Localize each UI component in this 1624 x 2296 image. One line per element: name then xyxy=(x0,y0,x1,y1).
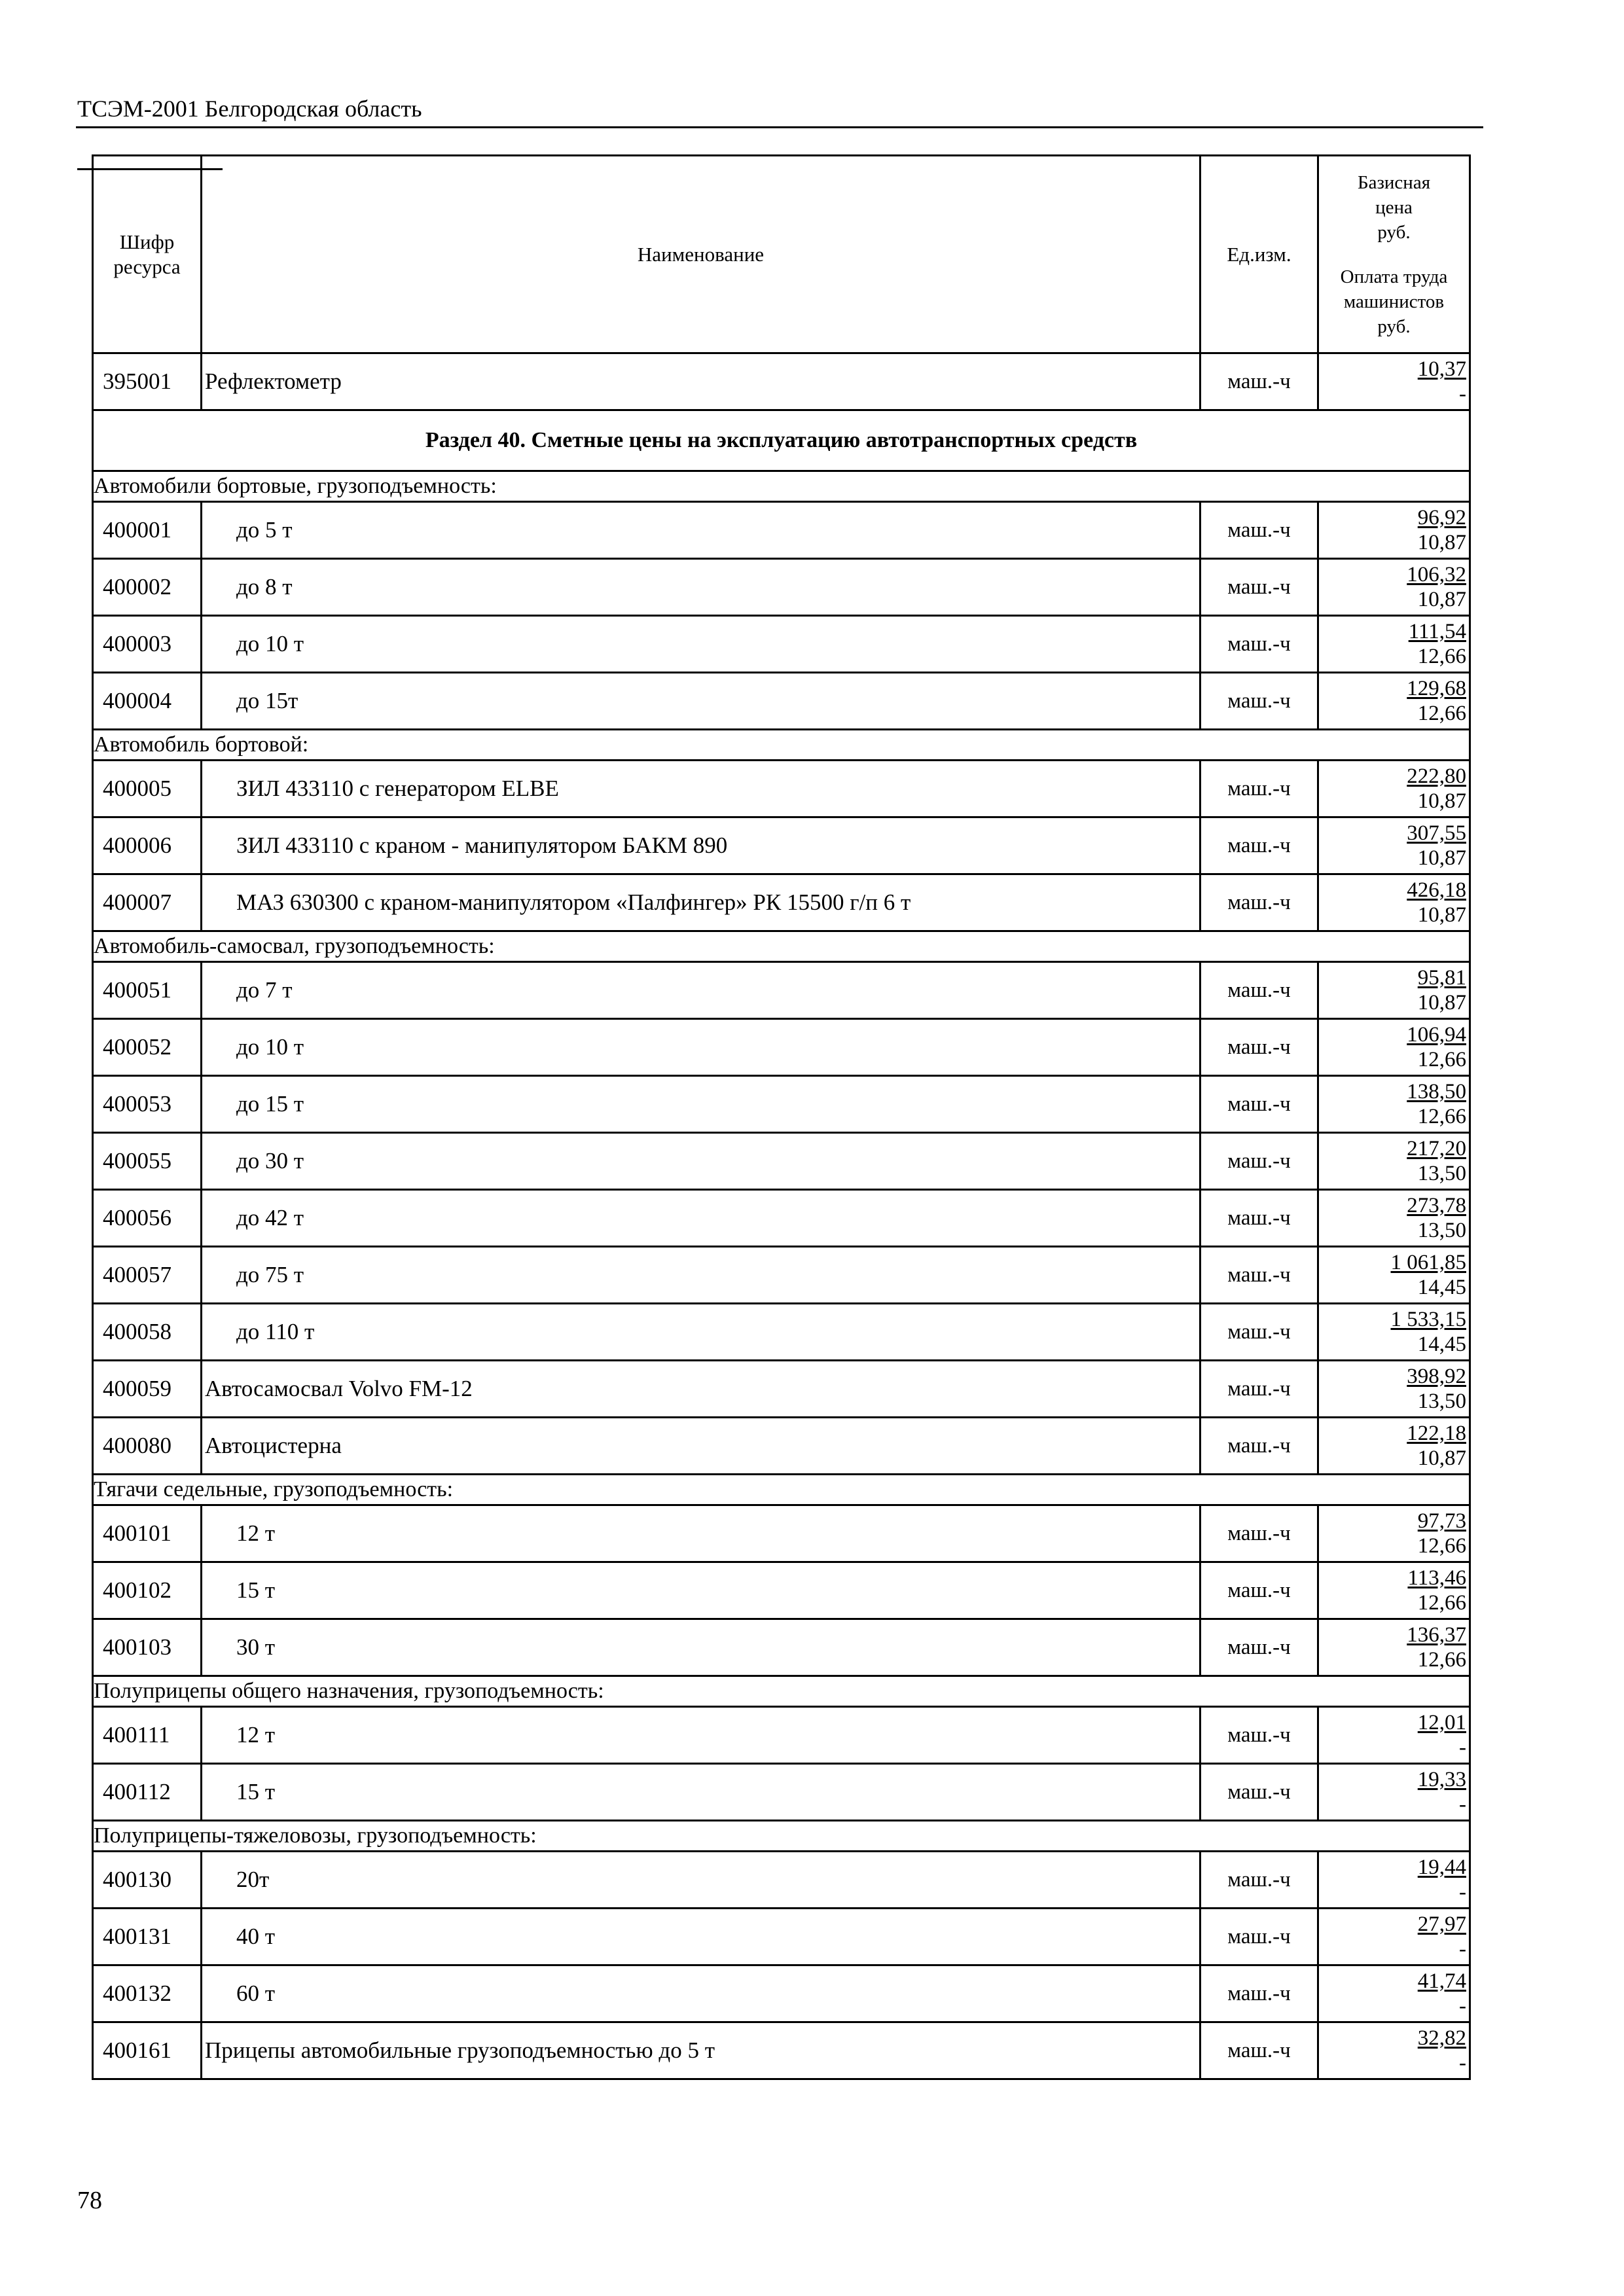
base-price: 111,54 xyxy=(1408,620,1466,643)
resource-name: до 110 т xyxy=(202,1304,1200,1361)
base-price: 10,37 xyxy=(1417,357,1466,381)
resource-code: 400002 xyxy=(93,559,202,616)
table-row xyxy=(93,1707,1470,1764)
unit-of-measure: маш.-ч xyxy=(1200,1247,1318,1304)
operator-labor-cost: - xyxy=(1459,1937,1466,1961)
unit-of-measure: маш.-ч xyxy=(1200,673,1318,730)
resource-code: 400005 xyxy=(93,761,202,817)
operator-labor-cost: 13,50 xyxy=(1417,1390,1466,1413)
resource-name: ЗИЛ 433110 с генератором ELBE xyxy=(202,761,1200,817)
resource-name: МАЗ 630300 с краном-манипулятором «Палфингер» РК 15500 г/п 6 т xyxy=(202,874,1200,931)
unit-of-measure: маш.-ч xyxy=(1200,616,1318,673)
table-row xyxy=(93,1019,1470,1076)
unit-of-measure: маш.-ч xyxy=(1200,1361,1318,1418)
header-rule xyxy=(76,126,1483,128)
operator-labor-cost: - xyxy=(1459,382,1466,406)
unit-of-measure: маш.-ч xyxy=(1200,502,1318,559)
table-row xyxy=(93,1190,1470,1247)
column-header-unit: Ед.изм. xyxy=(1200,156,1318,353)
table-body xyxy=(93,353,1470,2079)
price-cell xyxy=(1318,962,1470,1019)
column-header-labor-line: руб. xyxy=(1377,315,1411,337)
group-heading-row xyxy=(93,931,1470,962)
operator-labor-cost: 10,87 xyxy=(1417,991,1466,1014)
base-price: 95,81 xyxy=(1417,966,1466,990)
operator-labor-cost: - xyxy=(1459,1880,1466,1904)
table-row xyxy=(93,1133,1470,1190)
group-heading: Полуприцепы-тяжеловозы, грузоподъемность: xyxy=(93,1821,1470,1852)
price-cell xyxy=(1318,1304,1470,1361)
resource-code: 400007 xyxy=(93,874,202,931)
unit-of-measure: маш.-ч xyxy=(1200,2022,1318,2079)
unit-of-measure: маш.-ч xyxy=(1200,874,1318,931)
price-cell xyxy=(1318,616,1470,673)
operator-labor-cost: 10,87 xyxy=(1417,846,1466,870)
operator-labor-cost: 12,66 xyxy=(1417,1048,1466,1071)
resource-code: 400130 xyxy=(93,1852,202,1909)
column-header-price-line: руб. xyxy=(1377,221,1411,243)
resource-name: 12 т xyxy=(202,1707,1200,1764)
column-header-price-line: Базисная xyxy=(1357,171,1431,193)
price-cell xyxy=(1318,1619,1470,1676)
table-row xyxy=(93,1247,1470,1304)
operator-labor-cost: 12,66 xyxy=(1417,702,1466,725)
unit-of-measure: маш.-ч xyxy=(1200,1562,1318,1619)
operator-labor-cost: 14,45 xyxy=(1417,1333,1466,1356)
unit-of-measure: маш.-ч xyxy=(1200,1707,1318,1764)
base-price: 136,37 xyxy=(1407,1623,1466,1647)
table-row xyxy=(93,353,1470,410)
column-header-labor-line: Оплата труда xyxy=(1340,266,1448,287)
resource-name: до 7 т xyxy=(202,962,1200,1019)
operator-labor-cost: 13,50 xyxy=(1417,1162,1466,1185)
resource-code: 400111 xyxy=(93,1707,202,1764)
base-price: 113,46 xyxy=(1407,1566,1466,1590)
section-heading: Раздел 40. Сметные цены на эксплуатацию автотранспортных средств xyxy=(93,410,1470,471)
resource-code: 400161 xyxy=(93,2022,202,2079)
resource-code: 400003 xyxy=(93,616,202,673)
base-price: 122,18 xyxy=(1407,1422,1466,1445)
resource-code: 400080 xyxy=(93,1418,202,1475)
operator-labor-cost: 12,66 xyxy=(1417,1534,1466,1558)
price-cell xyxy=(1318,1505,1470,1562)
page-number: 78 xyxy=(77,2187,102,2214)
unit-of-measure: маш.-ч xyxy=(1200,1764,1318,1821)
resource-name: ЗИЛ 433110 с краном - манипулятором БАКМ 890 xyxy=(202,817,1200,874)
table-row xyxy=(93,502,1470,559)
resource-code: 400004 xyxy=(93,673,202,730)
table-row xyxy=(93,2022,1470,2079)
resource-name: до 5 т xyxy=(202,502,1200,559)
table-row xyxy=(93,817,1470,874)
resource-code: 400055 xyxy=(93,1133,202,1190)
column-header-code-line: ресурса xyxy=(113,255,181,278)
table-row xyxy=(93,1361,1470,1418)
price-cell xyxy=(1318,817,1470,874)
running-header: ТСЭМ-2001 Белгородская область xyxy=(77,96,422,122)
resource-name: 12 т xyxy=(202,1505,1200,1562)
resource-code: 400006 xyxy=(93,817,202,874)
resource-code: 400103 xyxy=(93,1619,202,1676)
resource-name: до 8 т xyxy=(202,559,1200,616)
table-row xyxy=(93,1418,1470,1475)
resource-name: до 10 т xyxy=(202,1019,1200,1076)
column-header-labor-line: машинистов xyxy=(1343,291,1445,312)
price-cell xyxy=(1318,1019,1470,1076)
operator-labor-cost: - xyxy=(1459,1793,1466,1816)
base-price: 426,18 xyxy=(1407,878,1466,902)
price-cell xyxy=(1318,2022,1470,2079)
group-heading: Автомобиль бортовой: xyxy=(93,730,1470,761)
table-header-row xyxy=(93,156,1470,353)
resource-name: 30 т xyxy=(202,1619,1200,1676)
base-price: 398,92 xyxy=(1407,1365,1466,1388)
unit-of-measure: маш.-ч xyxy=(1200,1019,1318,1076)
resource-name: Автоцистерна xyxy=(202,1418,1200,1475)
resource-name: до 15т xyxy=(202,673,1200,730)
table-row xyxy=(93,874,1470,931)
table-row xyxy=(93,962,1470,1019)
base-price: 96,92 xyxy=(1417,506,1466,529)
table-row xyxy=(93,1619,1470,1676)
table-row xyxy=(93,559,1470,616)
unit-of-measure: маш.-ч xyxy=(1200,1505,1318,1562)
base-price: 273,78 xyxy=(1407,1194,1466,1217)
price-cell xyxy=(1318,353,1470,410)
resource-code: 400101 xyxy=(93,1505,202,1562)
resource-name: Рефлектометр xyxy=(202,353,1200,410)
price-cell xyxy=(1318,1764,1470,1821)
resource-code: 395001 xyxy=(93,353,202,410)
base-price: 12,01 xyxy=(1417,1711,1466,1734)
group-heading: Полуприцепы общего назначения, грузоподъемность: xyxy=(93,1676,1470,1707)
unit-of-measure: маш.-ч xyxy=(1200,1133,1318,1190)
group-heading-row xyxy=(93,1475,1470,1505)
base-price: 1 061,85 xyxy=(1390,1251,1466,1274)
price-cell xyxy=(1318,1562,1470,1619)
unit-of-measure: маш.-ч xyxy=(1200,1619,1318,1676)
table-row xyxy=(93,761,1470,817)
price-cell xyxy=(1318,761,1470,817)
base-price: 32,82 xyxy=(1417,2026,1466,2050)
column-header-price-line: цена xyxy=(1375,196,1413,218)
price-cell xyxy=(1318,1965,1470,2022)
operator-labor-cost: 10,87 xyxy=(1417,588,1466,611)
resource-code: 400051 xyxy=(93,962,202,1019)
resource-name: до 30 т xyxy=(202,1133,1200,1190)
unit-of-measure: маш.-ч xyxy=(1200,1418,1318,1475)
resource-code: 400102 xyxy=(93,1562,202,1619)
unit-of-measure: маш.-ч xyxy=(1200,1190,1318,1247)
section-heading-row xyxy=(93,410,1470,471)
operator-labor-cost: 12,66 xyxy=(1417,1591,1466,1615)
operator-labor-cost: 10,87 xyxy=(1417,789,1466,813)
column-header-code-line: Шифр xyxy=(119,230,175,253)
base-price: 138,50 xyxy=(1407,1080,1466,1103)
operator-labor-cost: 10,87 xyxy=(1417,1446,1466,1470)
operator-labor-cost: 10,87 xyxy=(1417,531,1466,554)
resource-code: 400057 xyxy=(93,1247,202,1304)
table-row xyxy=(93,1076,1470,1133)
unit-of-measure: маш.-ч xyxy=(1200,353,1318,410)
price-cell xyxy=(1318,874,1470,931)
price-cell xyxy=(1318,1361,1470,1418)
resource-name: до 10 т xyxy=(202,616,1200,673)
resource-code: 400131 xyxy=(93,1909,202,1965)
table-row xyxy=(93,1304,1470,1361)
resource-name: Прицепы автомобильные грузоподъемностью до 5 т xyxy=(202,2022,1200,2079)
base-price: 41,74 xyxy=(1417,1969,1466,1993)
price-cell xyxy=(1318,1707,1470,1764)
column-header-code xyxy=(93,156,202,353)
resource-code: 400058 xyxy=(93,1304,202,1361)
operator-labor-cost: - xyxy=(1459,1736,1466,1759)
resource-code: 400056 xyxy=(93,1190,202,1247)
base-price: 217,20 xyxy=(1407,1137,1466,1160)
unit-of-measure: маш.-ч xyxy=(1200,962,1318,1019)
base-price: 222,80 xyxy=(1407,764,1466,788)
table-row xyxy=(93,673,1470,730)
base-price: 27,97 xyxy=(1417,1912,1466,1936)
base-price: 129,68 xyxy=(1407,677,1466,700)
resource-code: 400132 xyxy=(93,1965,202,2022)
resource-code: 400112 xyxy=(93,1764,202,1821)
price-cell xyxy=(1318,1418,1470,1475)
resource-code: 400001 xyxy=(93,502,202,559)
table-row xyxy=(93,1909,1470,1965)
group-heading-row xyxy=(93,471,1470,502)
table-row xyxy=(93,1852,1470,1909)
base-price: 19,33 xyxy=(1417,1768,1466,1791)
operator-labor-cost: 13,50 xyxy=(1417,1219,1466,1242)
unit-of-measure: маш.-ч xyxy=(1200,1852,1318,1909)
group-heading: Тягачи седельные, грузоподъемность: xyxy=(93,1475,1470,1505)
resource-name: до 42 т xyxy=(202,1190,1200,1247)
operator-labor-cost: 14,45 xyxy=(1417,1276,1466,1299)
resource-price-table xyxy=(92,154,1471,2080)
resource-code: 400052 xyxy=(93,1019,202,1076)
resource-name: 15 т xyxy=(202,1764,1200,1821)
column-header-price xyxy=(1318,156,1470,353)
operator-labor-cost: 12,66 xyxy=(1417,645,1466,668)
unit-of-measure: маш.-ч xyxy=(1200,559,1318,616)
resource-code: 400053 xyxy=(93,1076,202,1133)
base-price: 1 533,15 xyxy=(1390,1308,1466,1331)
operator-labor-cost: 12,66 xyxy=(1417,1105,1466,1128)
resource-name: до 75 т xyxy=(202,1247,1200,1304)
table-row xyxy=(93,616,1470,673)
price-cell xyxy=(1318,559,1470,616)
unit-of-measure: маш.-ч xyxy=(1200,1076,1318,1133)
operator-labor-cost: 10,87 xyxy=(1417,903,1466,927)
group-heading: Автомобили бортовые, грузоподъемность: xyxy=(93,471,1470,502)
group-heading-row xyxy=(93,730,1470,761)
base-price: 19,44 xyxy=(1417,1856,1466,1879)
operator-labor-cost: - xyxy=(1459,2051,1466,2075)
table-row xyxy=(93,1505,1470,1562)
table-row xyxy=(93,1965,1470,2022)
resource-name: до 15 т xyxy=(202,1076,1200,1133)
operator-labor-cost: - xyxy=(1459,1994,1466,2018)
price-cell xyxy=(1318,1909,1470,1965)
price-cell xyxy=(1318,1133,1470,1190)
unit-of-measure: маш.-ч xyxy=(1200,1304,1318,1361)
price-cell xyxy=(1318,1190,1470,1247)
group-heading-row xyxy=(93,1676,1470,1707)
unit-of-measure: маш.-ч xyxy=(1200,1965,1318,2022)
column-header-name: Наименование xyxy=(202,156,1200,353)
resource-name: 60 т xyxy=(202,1965,1200,2022)
price-cell xyxy=(1318,1247,1470,1304)
price-cell xyxy=(1318,1076,1470,1133)
unit-of-measure: маш.-ч xyxy=(1200,1909,1318,1965)
group-heading: Автомобиль-самосвал, грузоподъемность: xyxy=(93,931,1470,962)
base-price: 106,94 xyxy=(1407,1023,1466,1047)
group-heading-row xyxy=(93,1821,1470,1852)
base-price: 97,73 xyxy=(1417,1509,1466,1533)
table-row xyxy=(93,1562,1470,1619)
price-cell xyxy=(1318,673,1470,730)
unit-of-measure: маш.-ч xyxy=(1200,817,1318,874)
price-cell xyxy=(1318,1852,1470,1909)
resource-code: 400059 xyxy=(93,1361,202,1418)
base-price: 307,55 xyxy=(1407,821,1466,845)
operator-labor-cost: 12,66 xyxy=(1417,1648,1466,1672)
table-row xyxy=(93,1764,1470,1821)
resource-name: Автосамосвал Volvo FM-12 xyxy=(202,1361,1200,1418)
resource-name: 40 т xyxy=(202,1909,1200,1965)
base-price: 106,32 xyxy=(1407,563,1466,586)
resource-name: 15 т xyxy=(202,1562,1200,1619)
unit-of-measure: маш.-ч xyxy=(1200,761,1318,817)
price-cell xyxy=(1318,502,1470,559)
resource-name: 20т xyxy=(202,1852,1200,1909)
